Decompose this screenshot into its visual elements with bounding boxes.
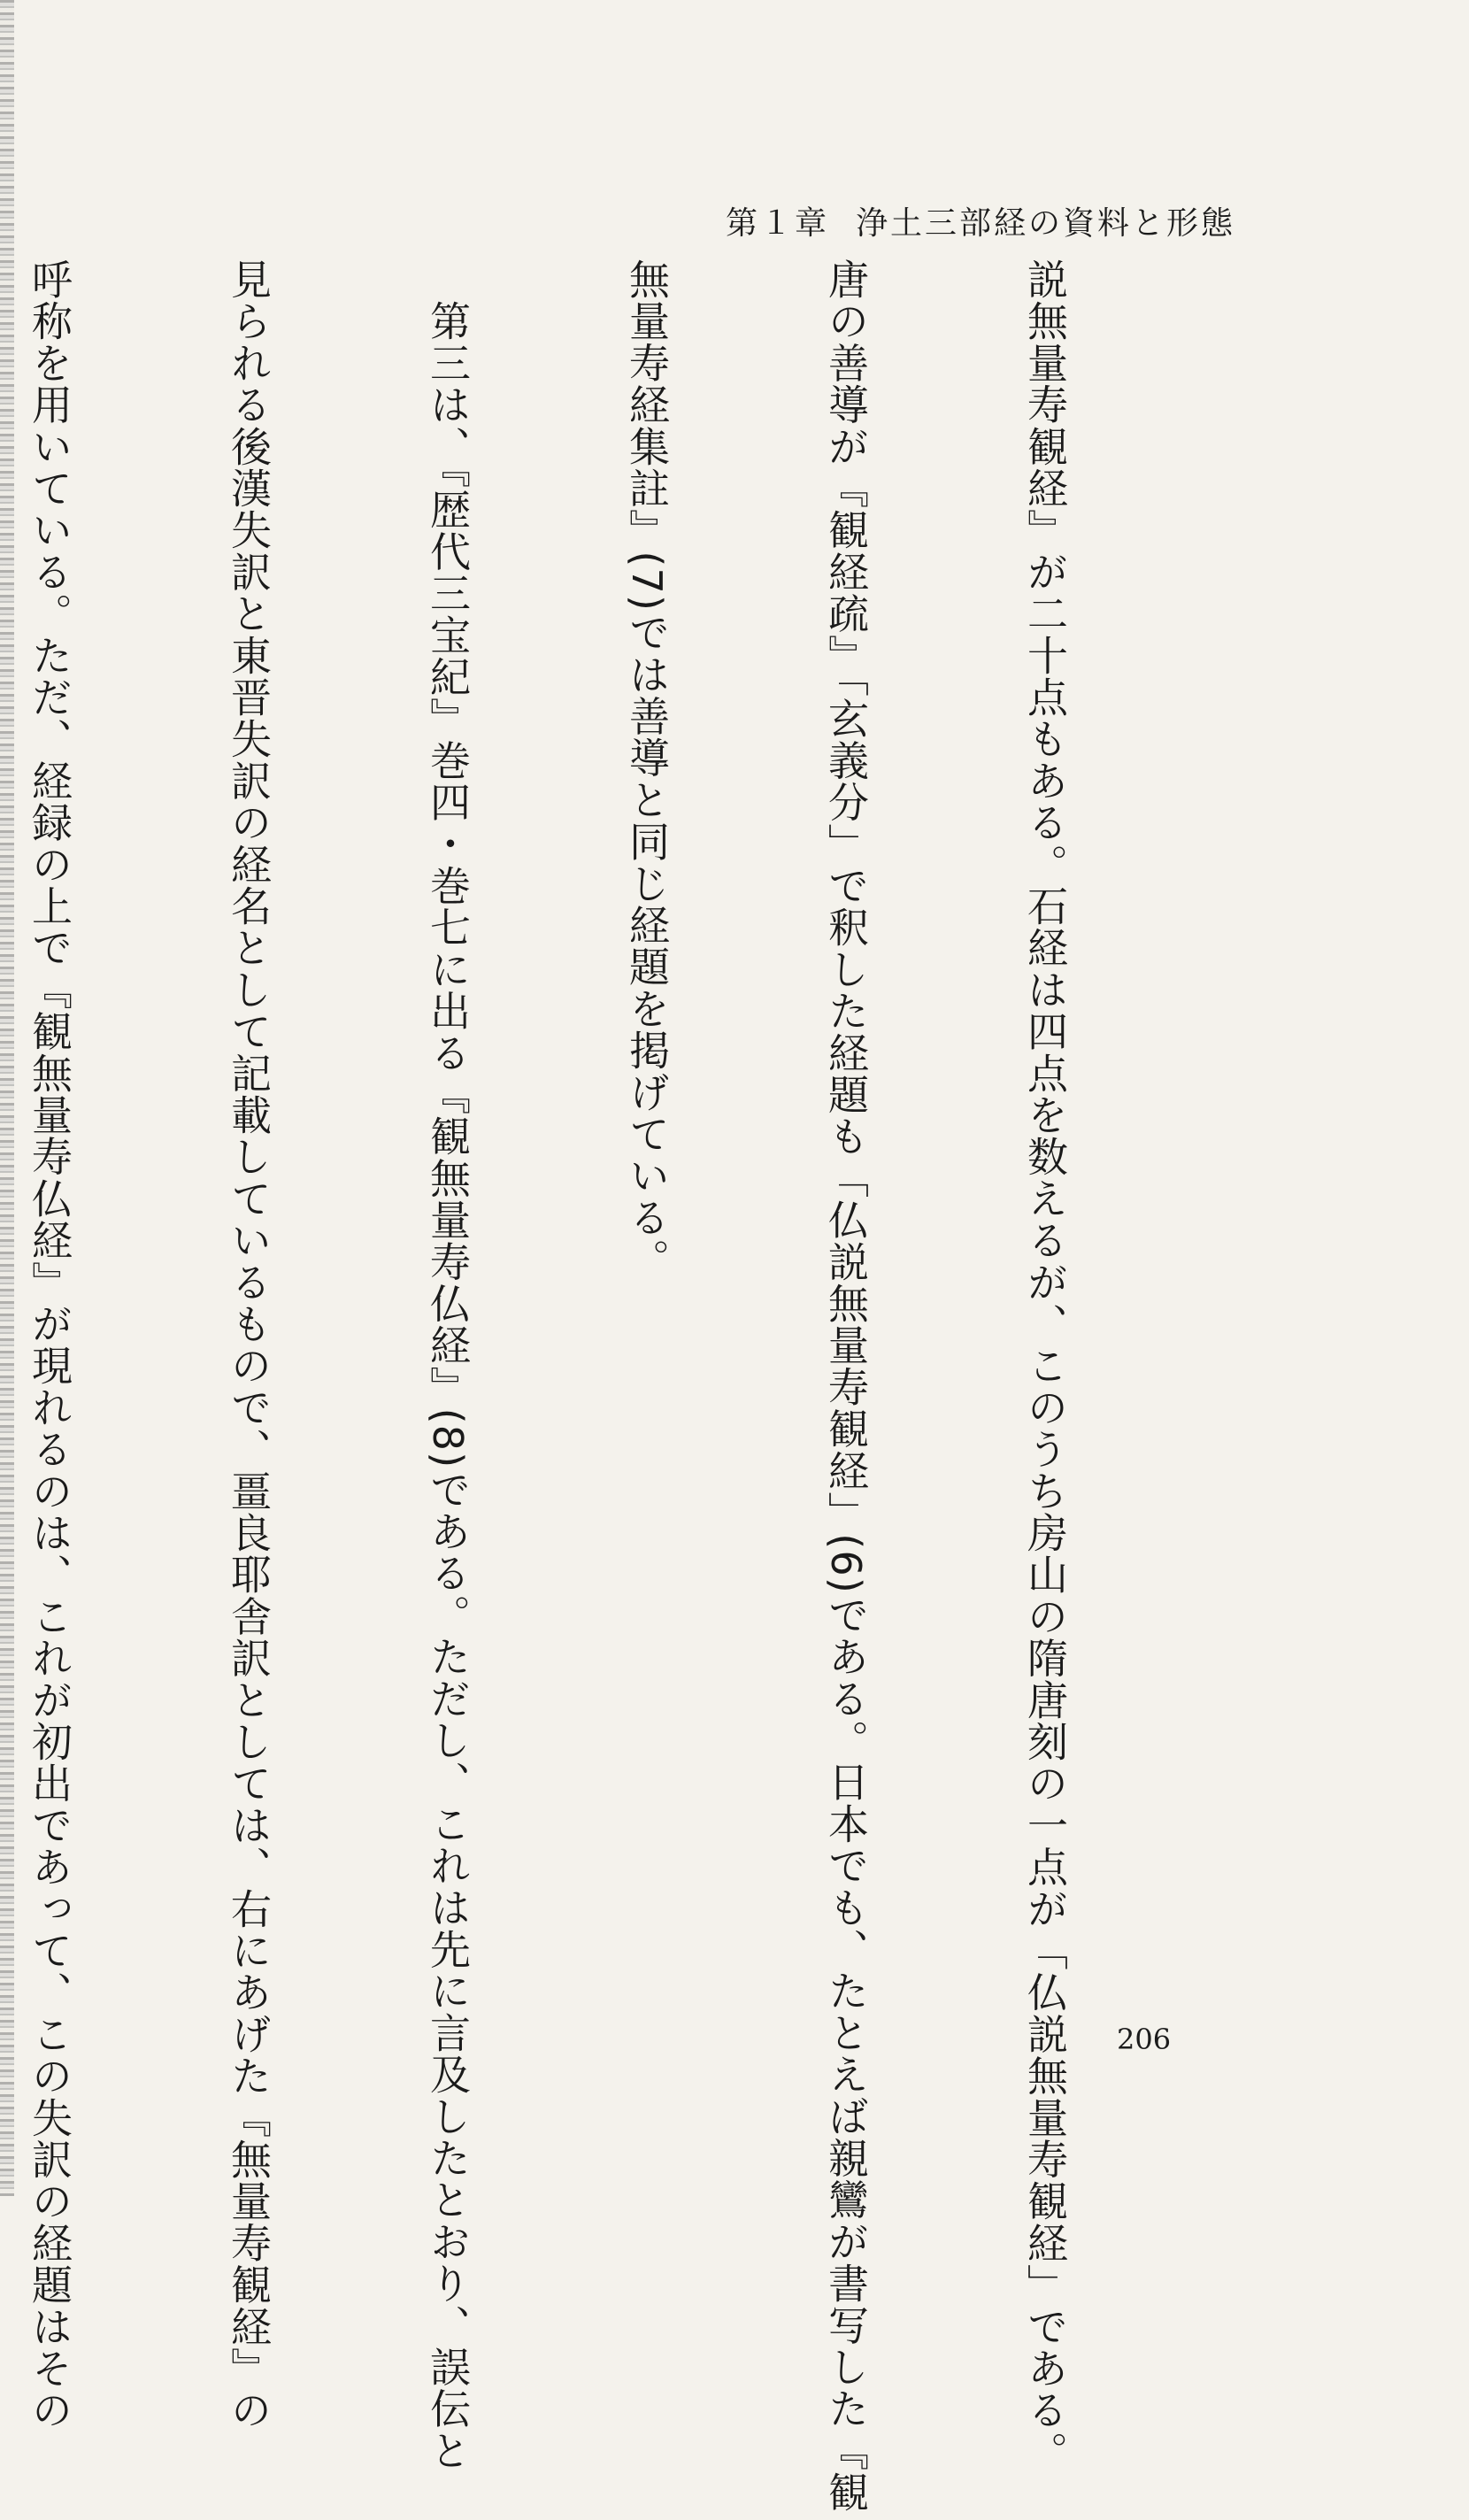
text-column: 説無量寿観経』が二十点もある。石経は四点を数えるが、このうち房山の隋唐刻の一点が「仏説無量寿観経」である。: [1021, 258, 1069, 2473]
text-column: 第三は、『歴代三宝紀』巻四・巻七に出る『観無量寿仏経』(8)である。ただし、これは先に言及したとおり、誤伝と: [424, 258, 472, 2472]
text-column: 無量寿経集註』(7)では善導と同じ経題を掲げている。: [623, 258, 671, 1281]
chapter-number: 第１章: [726, 205, 830, 242]
text-column: 呼称を用いている。ただ、経録の上で『観無量寿仏経』が現れるのは、これが初出であって、この失訳の経題はその: [26, 258, 73, 2431]
text-column: 見られる後漢失訳と東晋失訳の経名として記載しているもので、畺良耶舎訳としては、右にあげた『無量寿観経』の: [225, 258, 273, 2431]
chapter-title: 浄土三部経の資料と形態: [856, 205, 1236, 242]
text-column: 唐の善導が『観経疏』「玄義分」で釈した経題も「仏説無量寿観経」(6)である。日本でも、たとえば親鸞が書写した『観: [822, 258, 870, 2514]
page-number: 206: [1117, 2023, 1172, 2056]
running-head: [726, 198, 1235, 243]
